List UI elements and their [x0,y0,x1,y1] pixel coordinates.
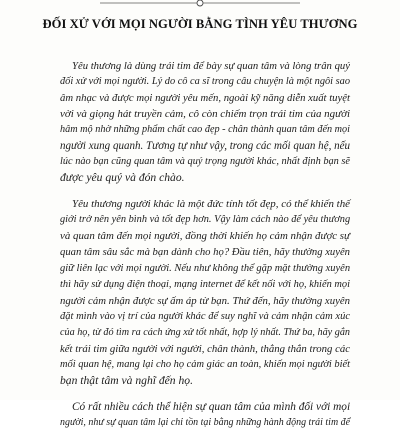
text-line: giới trở nên yên bình và tốt đẹp hơn. Vậy làm cách nào để yêu thương [60,214,351,226]
text-line: Yêu thương là dùng trái tim để bày sự quan tâm và lòng trân quý [72,60,351,72]
paragraph-1 [60,58,350,186]
text-line: người cảm nhận được sự ấm áp từ bạn. Thứ đến, hãy thường xuyên [60,294,350,307]
text-line: thì hãy sử dụng điện thoại, mạng internet để kết nối với họ, khiến mọi [60,278,350,290]
text-line: được yêu quý và đón chào. [60,171,185,185]
text-line: vời và giọng hát truyền cảm, cô còn chiếm trọn trái tim của người [60,108,351,121]
text-line: đặt mình vào vị trí của người khác để suy nghĩ và cảm nhận cảm xúc [60,310,350,322]
paragraph-3 [60,399,350,431]
text-line: âm nhạc và được mọi người yêu mến, ngoài kỹ năng diễn xuất tuyệt [60,92,351,105]
page-title: ĐỐI XỬ VỚI MỌI NGƯỜI BẰNG TÌNH YÊU THƯƠNG [42,17,358,31]
text-line: người, như sự quan tâm lại chỉ tồn tại bằng những hành động trái tim để [60,416,350,428]
body-text [60,58,350,441]
text-line: kết trái tim giữa người với người, chân thành, thẳng thắn trong các [60,342,350,355]
text-line: lúc nào bạn cũng quan tâm và quý trọng người khác, nhất định bạn sẽ [60,156,350,168]
text-line: Yêu thương người khác là một đức tính tốt đẹp, có thể khiến thế [72,198,350,211]
text-line: Có rất nhiều cách thể hiện sự quan tâm của mình đối với mọi [72,400,351,413]
text-line: quan tâm sâu sắc mà bạn dành cho họ? Đầu tiên, hãy thường xuyên [60,246,350,258]
paragraph-2 [60,196,350,389]
text-line: người xung quanh. Tương tự như vậy, trong các mối quan hệ, nếu [60,140,351,153]
text-line: giữ liên lạc với mọi người. Nếu như không thể gặp mặt thường xuyên [60,262,351,274]
text-line: đối xử với mọi người. Lý do cô ca sĩ trong câu chuyện là một ngôi sao [60,76,350,88]
top-ornament-divider [0,0,400,14]
text-line: bạn thật tâm và nghĩ đến họ. [60,373,193,387]
text-line: và quan tâm đến mọi người, đồng thời khiến họ cảm nhận được sự [60,230,350,243]
text-line: của họ, từ đó tìm ra cách ứng xử tốt nhất, hợp lý nhất. Thứ ba, hãy gắn [60,326,350,338]
text-line: mối quan hệ, mang lại cho họ cảm giác an toàn, khiến mọi người biết [60,358,350,370]
text-line: hâm mộ nhờ những phẩm chất cao đẹp - chân thành quan tâm đến mọi [60,124,350,136]
